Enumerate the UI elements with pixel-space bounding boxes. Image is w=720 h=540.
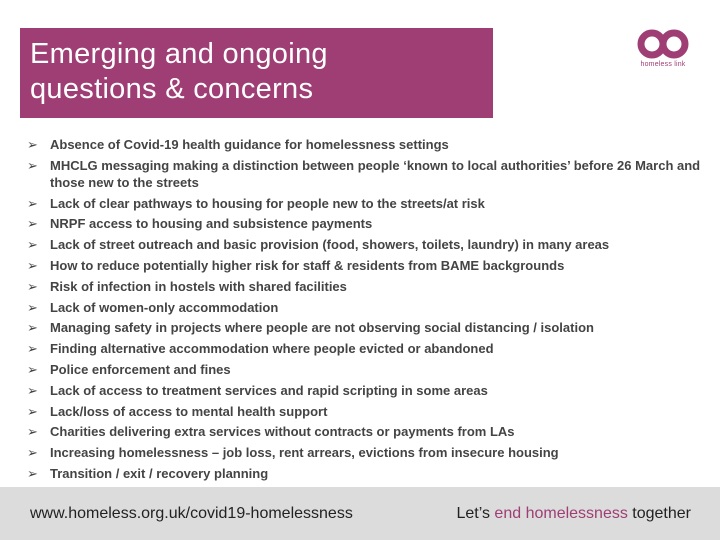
list-item-text: Increasing homelessness – job loss, rent arrears, evictions from insecure housing [50, 445, 559, 461]
list-item [27, 157, 707, 191]
list-item [27, 299, 707, 316]
list-item-text: Lack/loss of access to mental health support [50, 403, 328, 419]
arrow-bullet-icon: ➢ [27, 216, 38, 232]
footer-url-link[interactable]: www.homeless.org.uk/covid19-homelessness [30, 505, 353, 522]
list-item [27, 136, 707, 153]
tagline-part-1: Let’s [456, 505, 495, 522]
logo-text: homeless link [640, 61, 686, 68]
tagline-accent: end homelessness [494, 505, 628, 522]
arrow-bullet-icon: ➢ [27, 403, 38, 419]
list-item-text: Managing safety in projects where people are not observing social distancing / isolation [50, 320, 594, 336]
arrow-bullet-icon: ➢ [27, 424, 38, 440]
title-banner [20, 28, 493, 118]
list-item [27, 403, 707, 420]
arrow-bullet-icon: ➢ [27, 382, 38, 398]
list-item [27, 215, 707, 232]
list-item-text: Lack of women-only accommodation [50, 299, 279, 315]
title-line-1: Emerging and ongoing [30, 38, 328, 70]
arrow-bullet-icon: ➢ [27, 237, 38, 253]
tagline-part-3: together [627, 505, 691, 522]
list-item [27, 278, 707, 295]
arrow-bullet-icon: ➢ [27, 137, 38, 152]
arrow-bullet-icon: ➢ [27, 299, 38, 315]
list-item-text: How to reduce potentially higher risk for staff & residents from BAME backgrounds [50, 257, 565, 273]
list-item-text: Charities delivering extra services without contracts or payments from LAs [50, 424, 515, 440]
list-item-text: Lack of clear pathways to housing for people new to the streets/at risk [50, 195, 485, 211]
list-item-text: Risk of infection in hostels with shared facilities [50, 278, 347, 294]
arrow-bullet-icon: ➢ [27, 465, 38, 481]
list-item-text: Lack of street outreach and basic provision (food, showers, toilets, laundry) in many areas [50, 237, 610, 253]
list-item [27, 236, 707, 253]
list-item [27, 444, 707, 461]
homeless-link-logo [634, 28, 692, 72]
arrow-bullet-icon: ➢ [27, 195, 38, 211]
list-item-text: MHCLG messaging making a distinction between people ‘known to local authorities’ before 26 March and those new to the streets [50, 157, 701, 190]
list-item-text: NRPF access to housing and subsistence payments [50, 216, 373, 232]
footer-tagline [456, 505, 691, 523]
list-item [27, 423, 707, 440]
list-item-text: Absence of Covid-19 health guidance for homelessness settings [50, 137, 449, 152]
title-line-2: questions & concerns [30, 73, 314, 105]
footer-bar [0, 487, 720, 540]
arrow-bullet-icon: ➢ [27, 445, 38, 461]
arrow-bullet-icon: ➢ [27, 157, 38, 173]
list-item [27, 340, 707, 357]
arrow-bullet-icon: ➢ [27, 320, 38, 336]
list-item [27, 319, 707, 336]
list-item [27, 195, 707, 212]
list-item [27, 382, 707, 399]
concerns-list [27, 136, 707, 486]
arrow-bullet-icon: ➢ [27, 257, 38, 273]
linked-rings-icon [634, 28, 692, 60]
list-item [27, 257, 707, 274]
list-item [27, 361, 707, 378]
list-item-text: Finding alternative accommodation where people evicted or abandoned [50, 341, 494, 357]
list-item [27, 465, 707, 482]
list-item-text: Lack of access to treatment services and rapid scripting in some areas [50, 382, 488, 398]
arrow-bullet-icon: ➢ [27, 341, 38, 357]
list-item-text: Police enforcement and fines [50, 361, 231, 377]
arrow-bullet-icon: ➢ [27, 361, 38, 377]
arrow-bullet-icon: ➢ [27, 278, 38, 294]
list-item-text: Transition / exit / recovery planning [50, 465, 269, 481]
slide-title [30, 37, 328, 107]
